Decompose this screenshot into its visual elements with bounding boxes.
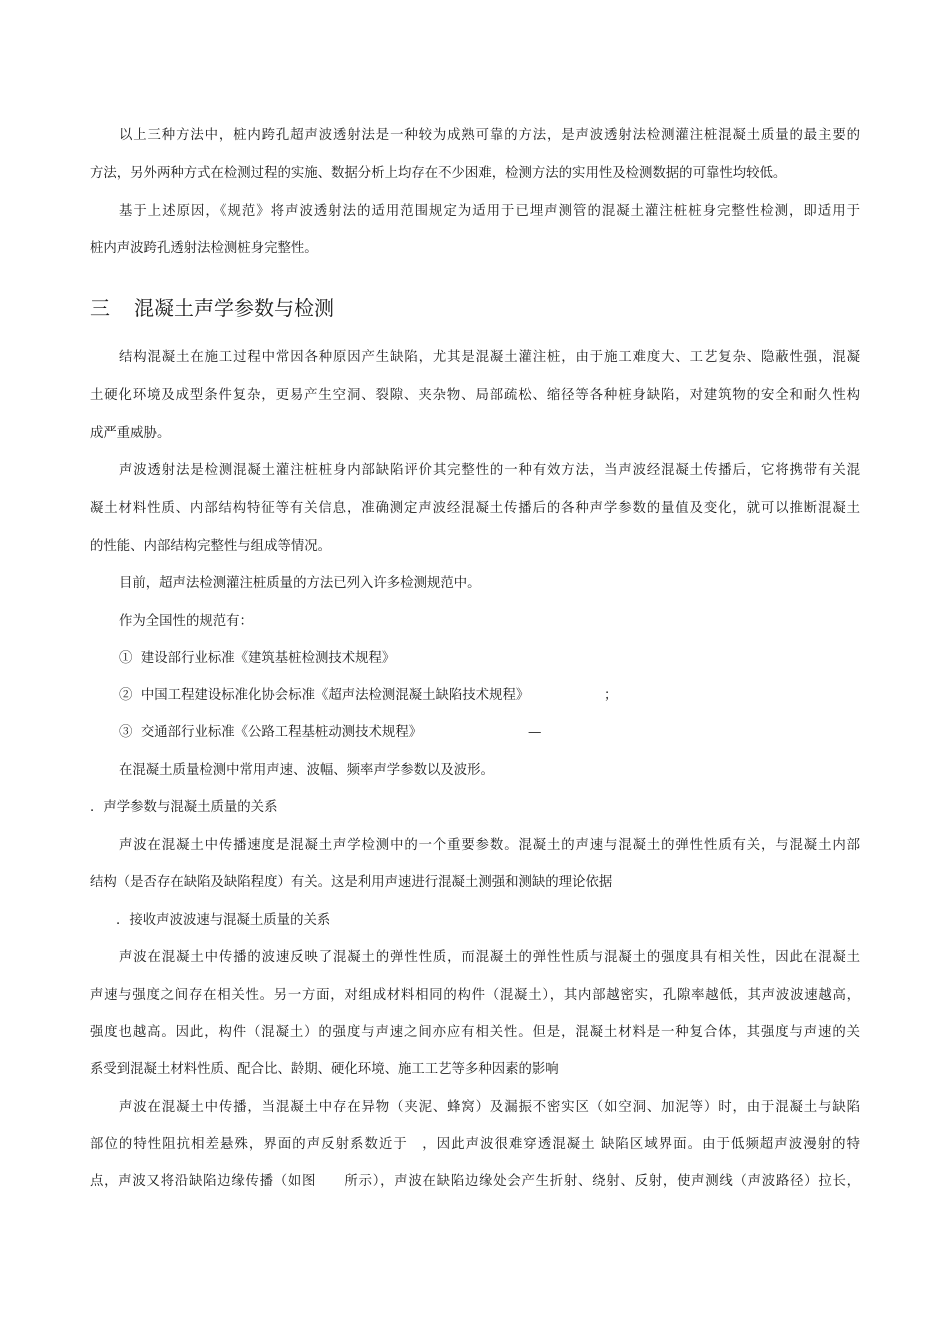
paragraph-10-line-1: 声波在混凝土中传播，当混凝土中存在异物（夹泥、蜂窝）及漏振不密实区（如空洞、加泥等）时，由于混凝土与缺陷 <box>119 1100 860 1115</box>
list-trailing-mark: ； <box>604 688 618 703</box>
paragraph-7: 在混凝土质量检测中常用声速、波幅、频率声学参数以及波形。 <box>119 763 494 778</box>
paragraph-10-line-3: 点，声波又将沿缺陷边缘传播（如图 所示），声波在缺陷边缘处会产生折射、绕射、反射，使声测线（声波路径）拉长， <box>90 1174 860 1189</box>
section-number: 三 <box>90 296 110 320</box>
list-text: 中国工程建设标准化协会标准《超声法检测混凝土缺陷技术规程》 <box>140 688 530 703</box>
paragraph-3-line-1: 结构混凝土在施工过程中常因各种原因产生缺陷，尤其是混凝土灌注桩，由于施工难度大、工艺复杂、隐蔽性强，混凝 <box>119 350 860 365</box>
list-marker: ② <box>119 688 133 703</box>
paragraph-1-line-2: 方法，另外两种方式在检测过程的实施、数据分析上均存在不少困难，检测方法的实用性及检测数据的可靠性均较低。 <box>90 166 787 181</box>
paragraph-9-line-4: 系受到混凝土材料性质、配合比、龄期、硬化环境、施工工艺等多种因素的影响 <box>90 1062 559 1077</box>
paragraph-8-line-2: 结构（是否存在缺陷及缺陷程度）有关。这是利用声速进行混凝土测强和测缺的理论依据 <box>90 875 613 890</box>
paragraph-2-line-1: 基于上述原因，《规范》将声波透射法的适用范围规定为适用于已埋声测管的混凝土灌注桩桩身完整性检测，即适用于 <box>119 204 860 219</box>
list-marker: ③ <box>119 725 133 740</box>
paragraph-9-line-1: 声波在混凝土中传播的波速反映了混凝土的弹性性质，而混凝土的弹性性质与混凝土的强度具有相关性，因此在混凝土 <box>119 950 860 965</box>
paragraph-4-line-2: 凝土材料性质、内部结构特征等有关信息，准确测定声波经混凝土传播后的各种声学参数的量值及变化，就可以推断混凝土 <box>90 501 860 516</box>
subheading-2: ．接收声波波速与混凝土质量的关系 <box>116 913 331 928</box>
paragraph-9-line-3: 强度也越高。因此，构件（混凝土）的强度与声速之间亦应有相关性。但是，混凝土材料是一种复合体，其强度与声速的关 <box>90 1025 860 1040</box>
paragraph-8-line-1: 声波在混凝土中传播速度是混凝土声学检测中的一个重要参数。混凝土的声速与混凝土的弹性性质有关，与混凝土内部 <box>119 838 860 853</box>
paragraph-2-line-2: 桩内声波跨孔透射法检测桩身完整性。 <box>90 241 318 256</box>
paragraph-3-line-2: 土硬化环境及成型条件复杂，更易产生空洞、裂隙、夹杂物、局部疏松、缩径等各种桩身缺陷，对建筑物的安全和耐久性构 <box>90 388 860 403</box>
list-text: 交通部行业标准《公路工程基桩动测技术规程》 <box>140 725 423 740</box>
paragraph-4-line-3: 的性能、内部结构完整性与组成等情况。 <box>90 539 332 554</box>
paragraph-1-line-1: 以上三种方法中，桩内跨孔超声波透射法是一种较为成熟可靠的方法，是声波透射法检测灌注桩混凝土质量的最主要的 <box>119 128 860 143</box>
subheading-1: ．声学参数与混凝土质量的关系 <box>90 800 278 815</box>
list-text: 建设部行业标准《建筑基桩检测技术规程》 <box>140 651 396 666</box>
paragraph-4-line-1: 声波透射法是检测混凝土灌注桩桩身内部缺陷评价其完整性的一种有效方法，当声波经混凝土传播后，它将携带有关混 <box>119 463 860 478</box>
list-marker: ① <box>119 651 133 666</box>
list-item <box>119 724 422 742</box>
list-item <box>119 687 529 705</box>
section-heading <box>90 296 334 320</box>
paragraph-6: 作为全国性的规范有： <box>119 614 253 629</box>
paragraph-10-line-2: 部位的特性阻抗相差悬殊，界面的声反射系数近于 ，因此声波很难穿透混凝土 缺陷区域界面。由于低频超声波漫射的特 <box>90 1137 860 1152</box>
paragraph-9-line-2: 声速与强度之间存在相关性。另一方面，对组成材料相同的构件（混凝土），其内部越密实，孔隙率越低，其声波波速越高， <box>90 988 860 1003</box>
section-title: 混凝土声学参数与检测 <box>134 296 334 320</box>
list-item <box>119 650 395 668</box>
paragraph-3-line-3: 成严重威胁。 <box>90 426 171 441</box>
paragraph-5: 目前，超声法检测灌注桩质量的方法已列入许多检测规范中。 <box>119 576 481 591</box>
list-trailing-mark: — <box>528 725 542 740</box>
